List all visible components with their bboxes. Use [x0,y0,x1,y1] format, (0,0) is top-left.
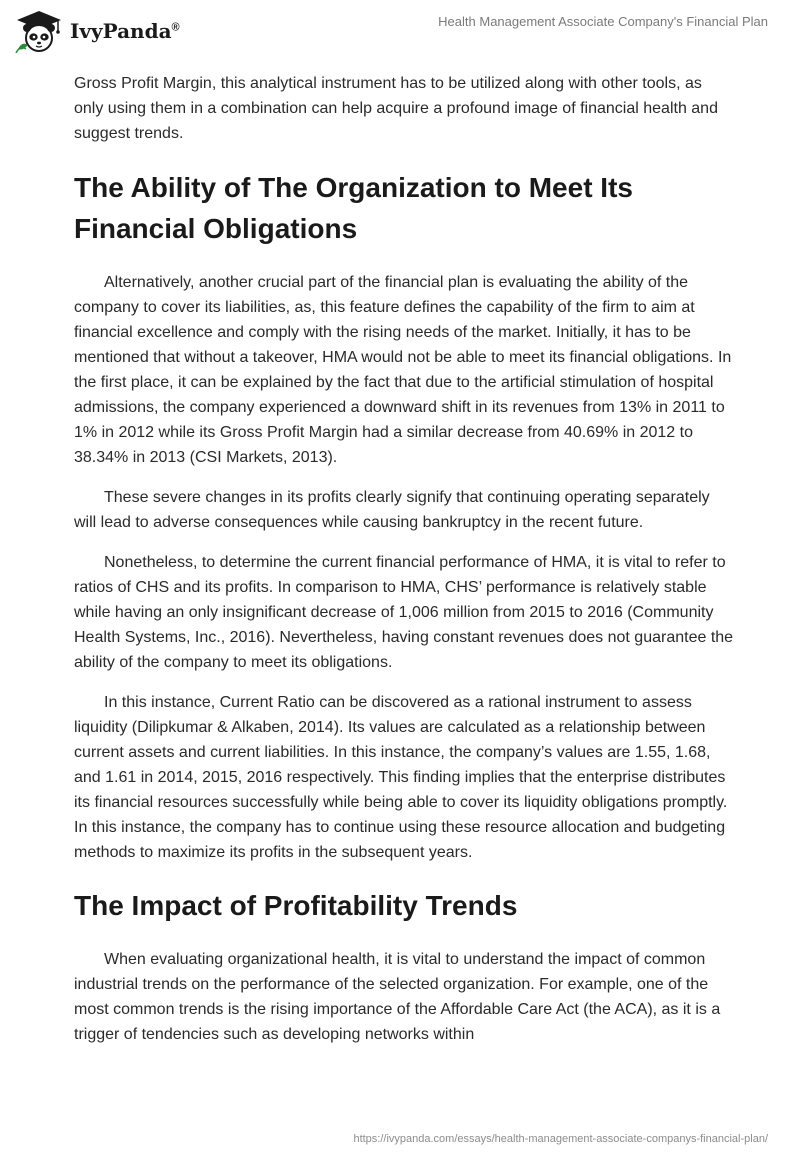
intro-paragraph: Gross Profit Margin, this analytical instrument has to be utilized along with other tools, as only using them in a combination can help acquire a profound image of financial health and suggest trends. [74,75,718,142]
document-title: Health Management Associate Company's Financial Plan [438,14,768,29]
paragraph: Alternatively, another crucial part of the financial plan is evaluating the ability of the company to cover its liabilities, as, this feature defines the capability of the firm to aim at financial excellence and comply with the rising needs of the market. Initially, it has to be mentioned that without a takeover, HMA would not be able to meet its financial obligations. In the first place, it can be explained by the fact that due to the artificial stimulation of hospital admissions, the company experienced a downward shift in its revenues from 13% in 2011 to 1% in 2012 while its Gross Profit Margin had a similar decrease from 40.69% in 2012 to 38.34% in 2013 (CSI Markets, 2013). [74,274,732,466]
panda-graduate-logo-icon [14,9,64,53]
page-header [0,0,800,62]
paragraph: When evaluating organizational health, it is vital to understand the impact of common industrial trends on the performance of the selected organization. For example, one of the most common trends is the rising importance of the Affordable Care Act (the ACA), as it is a trigger of tendencies such as developing networks within [74,951,721,1043]
essay-content [74,71,734,1047]
logo-registered-mark: ® [171,21,180,34]
section-heading-profitability-trends: The Impact of Profitability Trends [74,890,518,921]
section-heading-financial-obligations: The Ability of The Organization to Meet Its Financial Obligations [74,172,633,244]
logo-wordmark [70,19,180,43]
paragraph: These severe changes in its profits clearly signify that continuing operating separately will lead to adverse consequences while causing bankruptcy in the recent future. [74,489,710,531]
paragraph: Nonetheless, to determine the current financial performance of HMA, it is vital to refer to ratios of CHS and its profits. In comparison to HMA, CHS’ performance is relatively stable while having an only insignificant decrease of 1,006 million from 2015 to 2016 (Community Health Systems, Inc., 2016). Nevertheless, having constant revenues does not guarantee the ability of the company to meet its obligations. [74,554,734,671]
paragraph: In this instance, Current Ratio can be discovered as a rational instrument to assess liquidity (Dilipkumar & Alkaben, 2014). Its values are calculated as a relationship between current assets and current liabilities. In this instance, the company’s values are 1.55, 1.68, and 1.61 in 2014, 2015, 2016 respectively. This finding implies that the enterprise distributes its financial resources successfully while being able to cover its liquidity obligations promptly. In this instance, the company has to continue using these resource allocation and budgeting methods to maximize its profits in the subsequent years. [74,694,728,861]
site-logo[interactable] [14,9,180,53]
source-url-link[interactable]: https://ivypanda.com/essays/health-management-associate-companys-financial-plan/ [353,1133,768,1145]
logo-text: IvyPanda [70,19,172,43]
